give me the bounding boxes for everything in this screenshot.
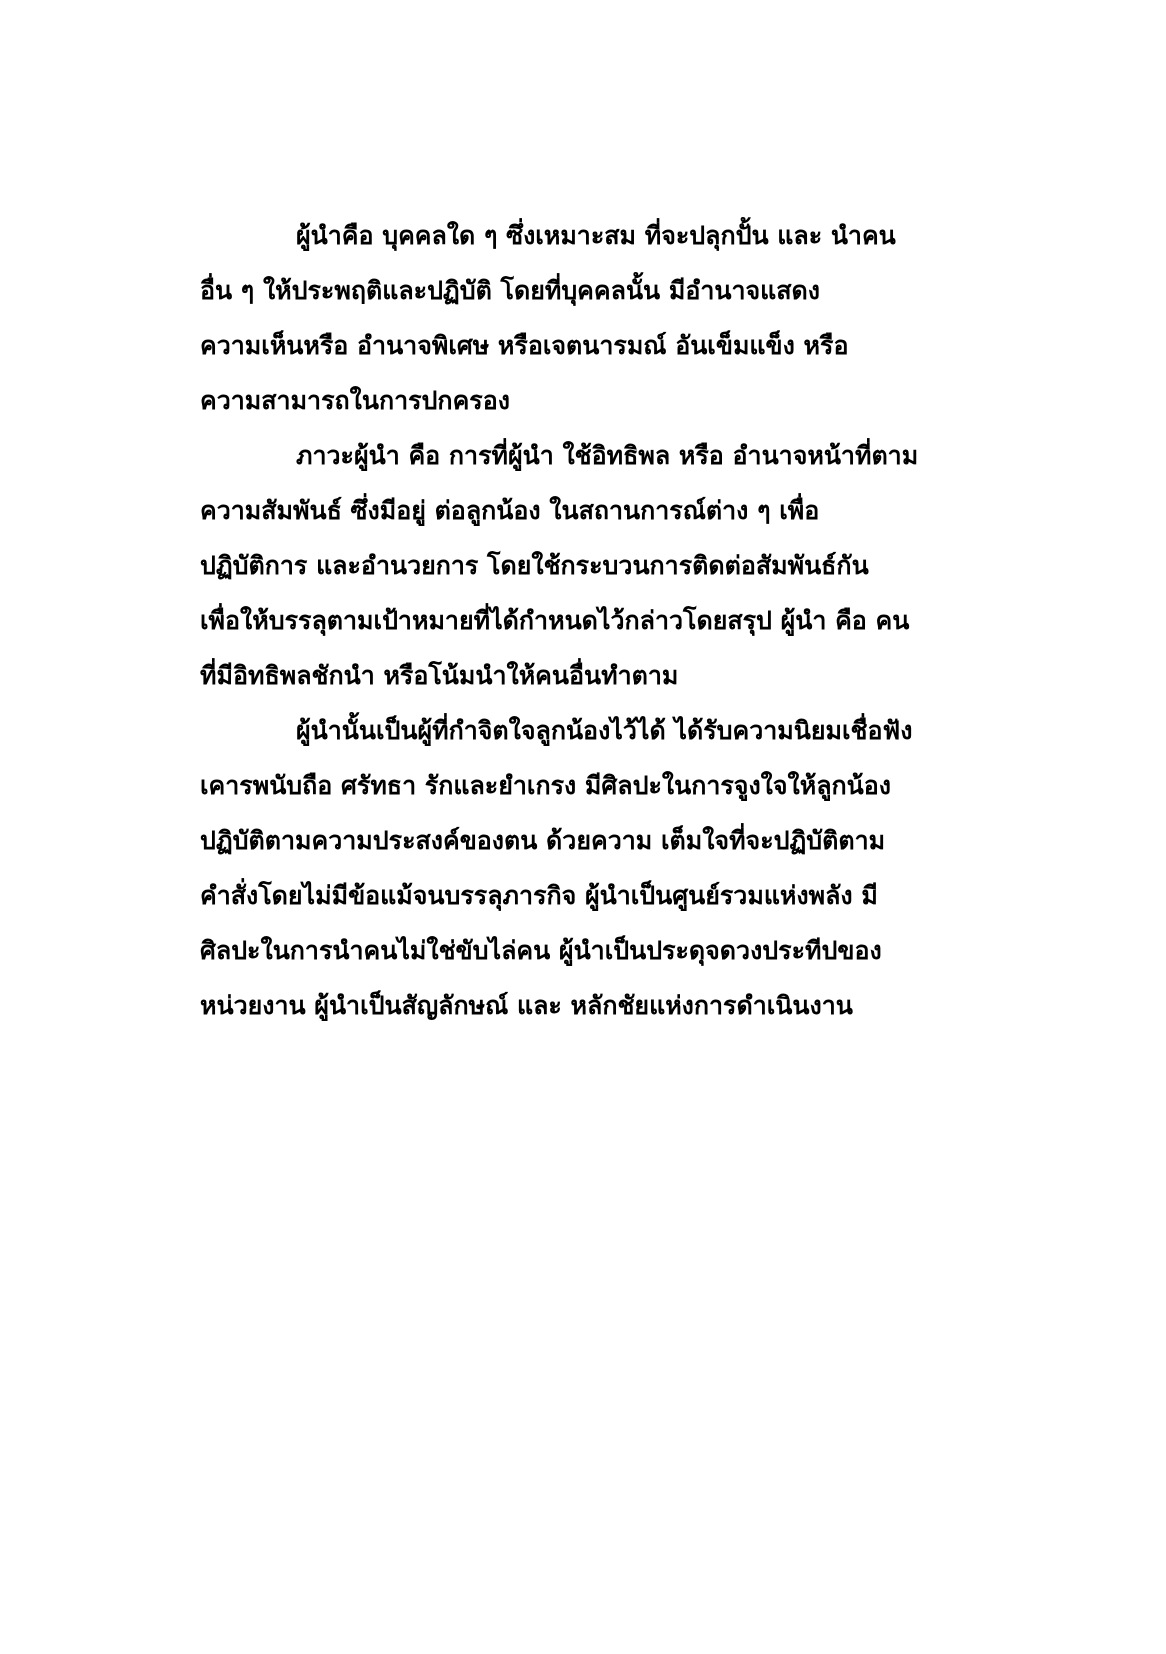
paragraph-3-line-1: ผู้นำนั้นเป็นผู้ที่กำจิตใจลูกน้องไว้ได้ ได้รับความนิยมเชื่อฟัง	[296, 716, 913, 745]
paragraph-3-line-6: หน่วยงาน ผู้นำเป็นสัญลักษณ์ และ หลักชัยแห่งการดำเนินงาน	[200, 991, 853, 1020]
paragraph-3-line-4: คำสั่งโดยไม่มีข้อแม้จนบรรลุภารกิจ ผู้นำเป็นศูนย์รวมแห่งพลัง มี	[200, 881, 878, 910]
paragraph-2-line-3: ปฏิบัติการ และอำนวยการ โดยใช้กระบวนการติดต่อสัมพันธ์กัน	[200, 551, 869, 580]
paragraph-2-line-1: ภาวะผู้นำ คือ การที่ผู้นำ ใช้อิทธิพล หรือ อำนาจหน้าที่ตาม	[296, 441, 919, 470]
paragraph-3-line-3: ปฏิบัติตามความประสงค์ของตน ด้วยความ เต็มใจที่จะปฏิบัติตาม	[200, 826, 886, 855]
paragraph-2-line-4: เพื่อให้บรรลุตามเป้าหมายที่ได้กำหนดไว้กล่าวโดยสรุป ผู้นำ คือ คน	[200, 606, 910, 635]
paragraph-3-line-5: ศิลปะในการนำคนไม่ใช่ขับไล่คน ผู้นำเป็นประดุจดวงประทีปของ	[200, 936, 882, 965]
paragraph-1-line-1: ผู้นำคือ บุคคลใด ๆ ซึ่งเหมาะสม ที่จะปลุกปั้น และ นำคน	[296, 221, 896, 250]
paragraph-1-line-2: อื่น ๆ ให้ประพฤติและปฏิบัติ โดยที่บุคคลนั้น มีอำนาจแสดง	[200, 276, 820, 305]
paragraph-2-line-2: ความสัมพันธ์ ซึ่งมีอยู่ ต่อลูกน้อง ในสถานการณ์ต่าง ๆ เพื่อ	[200, 496, 820, 525]
body-text	[200, 208, 960, 1033]
paragraph-2-line-5: ที่มีอิทธิพลชักนำ หรือโน้มนำให้คนอื่นทำตาม	[200, 661, 679, 690]
paragraph-1-line-4: ความสามารถในการปกครอง	[200, 386, 510, 415]
paragraph-3-line-2: เคารพนับถือ ศรัทธา รักและยำเกรง มีศิลปะในการจูงใจให้ลูกน้อง	[200, 771, 891, 800]
paragraph-1-line-3: ความเห็นหรือ อำนาจพิเศษ หรือเจตนารมณ์ อันเข็มแข็ง หรือ	[200, 331, 849, 360]
